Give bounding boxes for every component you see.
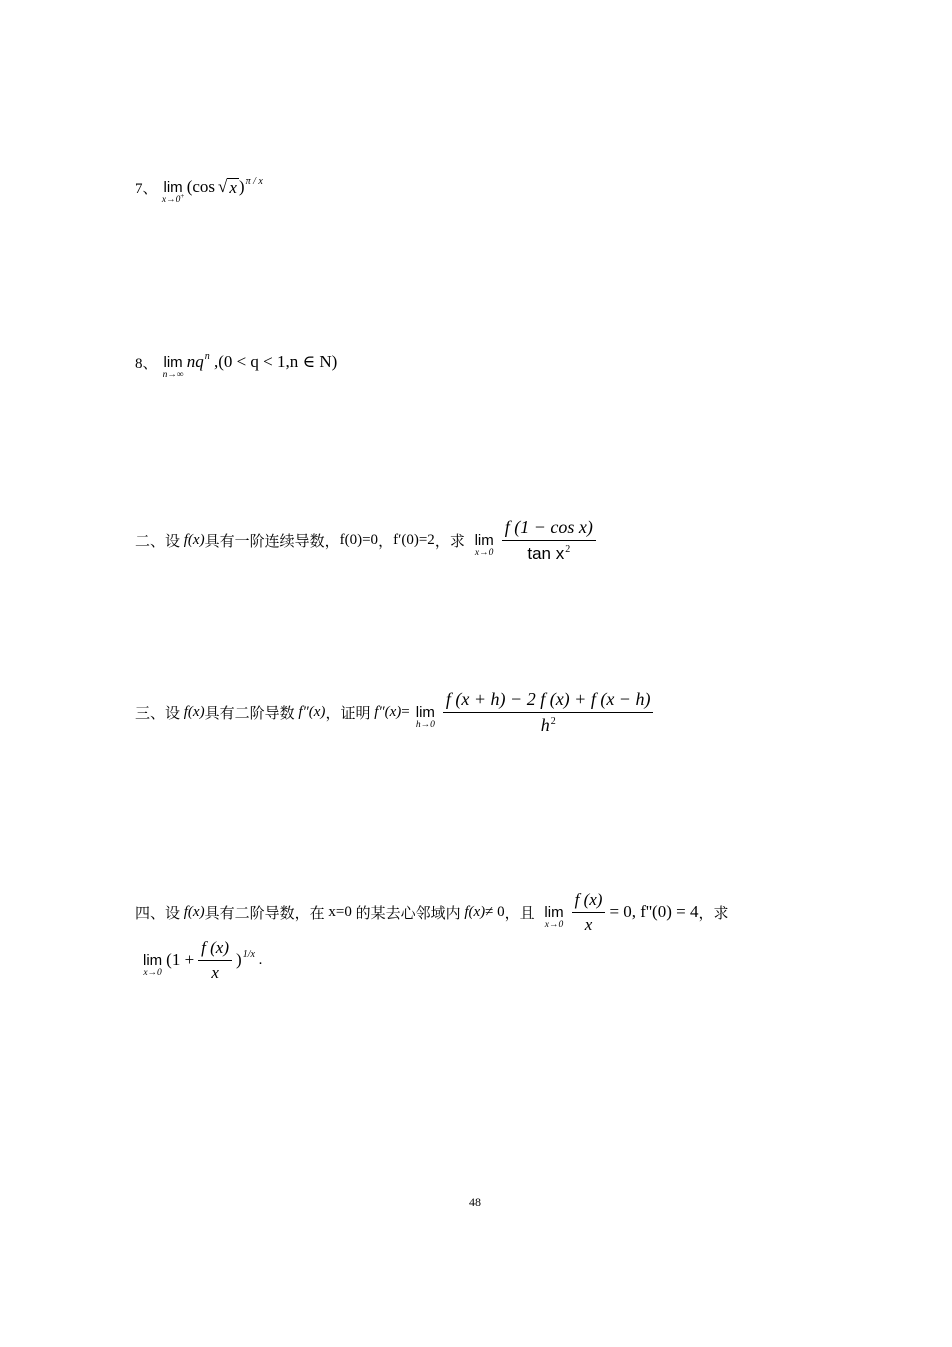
problem-4-and: ，且: [504, 905, 539, 922]
problem-4-ask: ，求: [698, 905, 729, 922]
lim-word: lim: [544, 903, 564, 921]
radical-sign: √: [218, 177, 228, 196]
limit-one-sided-sign: +: [180, 191, 185, 200]
problem-3-text: 具有二阶导数: [204, 705, 299, 722]
problem-4-expression: [137, 937, 263, 982]
limit-subscript: [161, 191, 185, 205]
denominator-base: tan x: [527, 543, 565, 563]
problem-4-neighborhood: 的某去心邻域内: [351, 905, 465, 922]
limit-operator: [544, 903, 564, 930]
fraction-numerator: f (x): [572, 890, 606, 913]
problem-3: [135, 688, 657, 735]
close-paren: ): [238, 177, 245, 196]
sequence-term: [187, 352, 210, 372]
problem-2-text: 具有一阶连续导数，: [204, 533, 340, 550]
end-period: .: [254, 951, 263, 968]
problem-7-number: 7、: [135, 180, 158, 197]
fraction: [572, 890, 606, 934]
limit-operator: [161, 178, 185, 205]
fraction-numerator: f (x): [198, 938, 232, 961]
denominator-exponent: 2: [550, 715, 556, 727]
limit-operator: [474, 531, 494, 558]
limit-subscript: n→∞: [162, 369, 184, 380]
problem-2-ask: ，求: [434, 533, 469, 550]
fraction-numerator: f (1 − cos x): [502, 517, 596, 541]
problem-3-prove: ，证明: [325, 705, 375, 722]
problem-8-number: 8、: [135, 355, 158, 372]
lim-word: lim: [163, 353, 183, 371]
lim-word: lim: [415, 703, 435, 721]
lim-word: lim: [163, 178, 183, 196]
radicand: x: [229, 178, 237, 198]
problem-4-text: 具有二阶导数，在: [204, 905, 329, 922]
problem-8: [135, 347, 338, 380]
expression-open: (cos: [186, 177, 216, 196]
limit-subscript: x→0: [474, 547, 494, 558]
problem-4: [135, 889, 729, 934]
limit-operator: [162, 353, 184, 380]
close-paren: ): [236, 950, 242, 969]
second-derivative-lhs: f″(x): [374, 703, 402, 720]
fraction-denominator: [524, 541, 573, 564]
fraction: [198, 938, 232, 982]
expression-close: [236, 950, 255, 970]
fraction-numerator: f (x + h) − 2 f (x) + f (x − h): [443, 689, 654, 713]
expression-open: (1 +: [166, 950, 195, 969]
denominator-base: h: [540, 714, 550, 735]
problem-3-label: 三、设: [135, 705, 184, 722]
problem-2: [135, 516, 600, 563]
lim-word: lim: [143, 951, 163, 969]
expression-close: [239, 177, 263, 197]
fraction-denominator: x: [211, 962, 219, 982]
function-fx: f(x): [183, 703, 205, 720]
fraction-denominator: [538, 713, 559, 736]
problem-2-label: 二、设: [135, 533, 184, 550]
not-equal-zero: ≠ 0: [485, 903, 505, 920]
condition: = 0, f''(0) = 4: [609, 902, 699, 921]
fraction: [443, 689, 654, 735]
limit-approach: x→0: [161, 194, 181, 205]
limit-operator: [143, 951, 163, 978]
function-fx: f(x): [183, 531, 205, 548]
exponent: π / x: [245, 176, 263, 187]
limit-subscript: x→0: [544, 919, 564, 930]
square-root: [218, 177, 239, 197]
point-x0: x=0: [328, 903, 352, 920]
fraction: [502, 517, 596, 563]
term-base: nq: [186, 352, 204, 371]
condition: ,(0 < q < 1,n ∈ N): [209, 352, 338, 371]
denominator-exponent: 2: [565, 543, 571, 555]
fraction-denominator: x: [584, 914, 593, 934]
equals-sign: =: [401, 703, 410, 720]
second-derivative: f″(x): [298, 703, 326, 720]
function-fx: f(x): [183, 903, 205, 920]
limit-subscript: h→0: [415, 719, 435, 730]
exponent: 1/x: [242, 949, 255, 960]
limit-subscript: x→0: [143, 967, 162, 978]
problem-4-label: 四、设: [135, 905, 184, 922]
lim-word: lim: [474, 531, 494, 549]
separator: ，: [378, 533, 394, 550]
function-fx-2: f(x): [464, 903, 486, 920]
term-exponent: n: [204, 351, 210, 362]
page-number: 48: [469, 1195, 481, 1209]
condition-fprime0: f′(0)=2: [393, 531, 435, 548]
condition-f0: f(0)=0: [339, 531, 379, 548]
problem-7: [135, 172, 263, 205]
limit-operator: [415, 703, 435, 730]
